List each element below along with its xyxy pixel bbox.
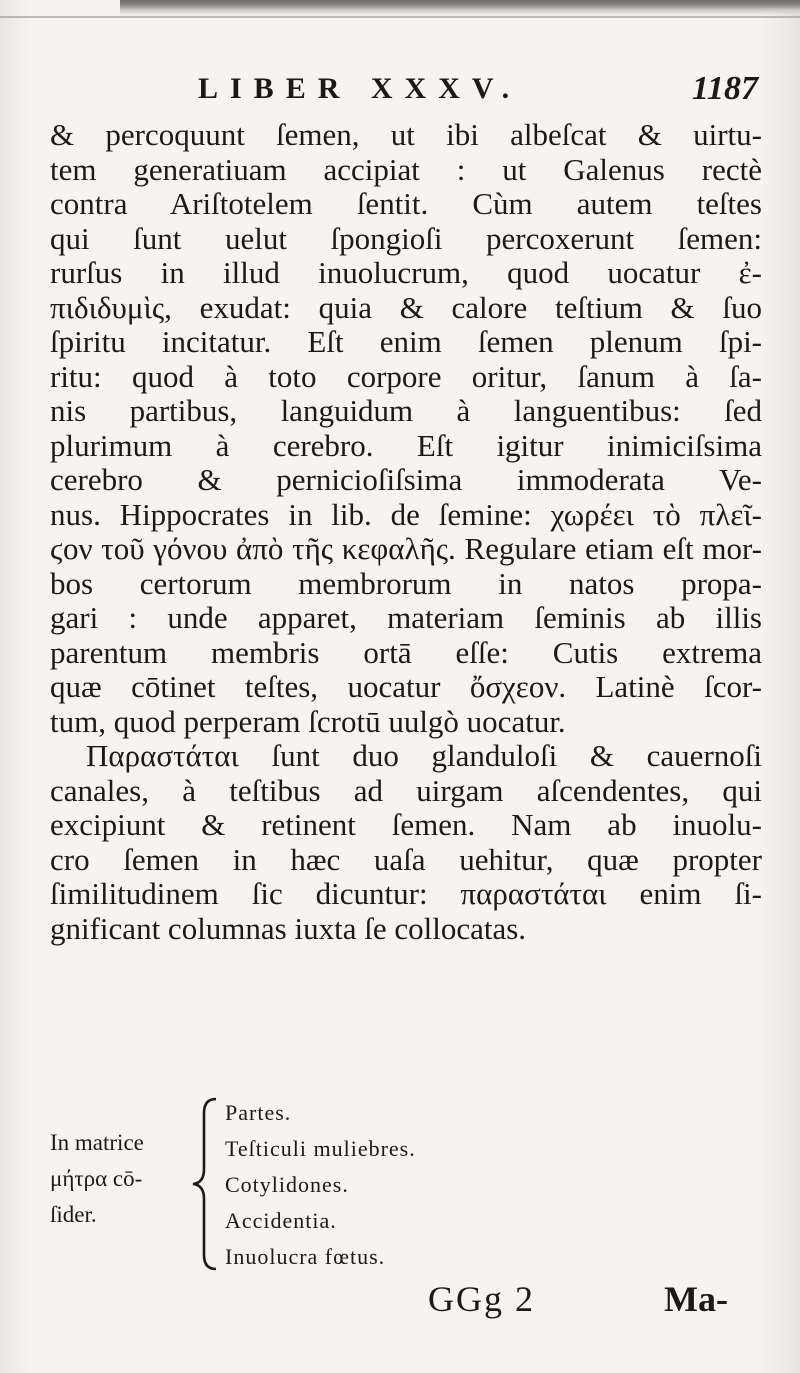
text-line: qui ſunt uelut ſpongioſi percoxerunt ſemen: [50, 221, 762, 256]
text-line: ſimilitudinem ſic dicuntur: παραστάται enim ſi- [50, 877, 762, 911]
division-item: Inuolucra fœtus. [225, 1244, 386, 1269]
text-line: parentum membris ortā eſſe: Cutis extrema [50, 635, 762, 670]
text-line: tem generatiuam accipiat : ut Galenus rectè [50, 152, 762, 187]
text-line: nus. Hippocrates in lib. de ſemine: χωρέει τὸ πλεῖ- [50, 497, 762, 532]
division-items [225, 1095, 416, 1275]
text-line: plurimum à cerebro. Eſt igitur inimiciſsima [50, 428, 762, 463]
text-line: nis partibus, languidum à languentibus: ſed [50, 394, 762, 428]
division-item: Accidentia. [225, 1208, 337, 1233]
text-line: excipiunt & retinent ſemen. Nam ab inuolu- [50, 808, 762, 842]
division-item: Teſticuli muliebres. [225, 1136, 416, 1161]
curly-brace-icon [190, 1095, 220, 1273]
text-line: ſpiritu incitatur. Eſt enim ſemen plenum ſpi- [50, 325, 762, 359]
division-item: Cotylidones. [225, 1172, 349, 1197]
text-line: tum, quod perperam ſcrotū uulgò uocatur. [50, 704, 566, 739]
paragraph-start-line: Παραστάται ſunt duo glanduloſi & cauernoſi [86, 739, 762, 773]
division-label-line: In matrice [50, 1130, 144, 1155]
text-line: quæ cōtinet teſtes, uocatur ὄσχεον. Latinè ſcor- [50, 670, 762, 704]
division-brace-table [50, 1095, 530, 1280]
main-text-block [50, 118, 762, 946]
page-top-rule [0, 16, 800, 18]
text-line: rurſus in illud inuolucrum, quod uocatur ἐ- [50, 256, 762, 290]
signature-mark: GGg 2 [428, 1279, 535, 1319]
running-head: LIBER XXXV. [198, 72, 522, 105]
division-label-line: ſider. [50, 1202, 97, 1227]
text-line: πιδιδυμὶς, exudat: quia & calore teſtium & ſuo [50, 290, 762, 325]
text-line: gari : unde apparet, materiam ſeminis ab illis [50, 601, 762, 635]
division-item: Partes. [225, 1100, 292, 1125]
division-label-line: μήτρα cō- [50, 1166, 143, 1191]
text-line: contra Ariſtotelem ſentit. Cùm autem teſtes [50, 187, 762, 221]
page-number: 1187 [691, 70, 758, 107]
catchword: Ma- [664, 1279, 728, 1319]
text-line: & percoquunt ſemen, ut ibi albeſcat & uirtu- [50, 118, 762, 152]
text-line: ritu: quod à toto corpore oritur, ſanum à ſa- [50, 359, 762, 394]
text-line: ϛον τοῦ γόνου ἀπὸ τῆς κεφαλῆς. Regulare etiam eſt mor- [50, 532, 762, 566]
text-line: cerebro & pernicioſiſsima immoderata Ve- [50, 463, 762, 497]
text-line: gnificant columnas iuxta ſe collocatas. [50, 911, 527, 946]
page-header [58, 72, 758, 112]
page-top-edge [120, 0, 800, 16]
text-line: canales, à teſtibus ad uirgam aſcendentes, qui [50, 773, 762, 808]
text-line: bos certorum membrorum in natos propa- [50, 566, 762, 601]
division-label [50, 1125, 190, 1233]
text-line: cro ſemen in hæc uaſa uehitur, quæ propter [50, 842, 762, 877]
